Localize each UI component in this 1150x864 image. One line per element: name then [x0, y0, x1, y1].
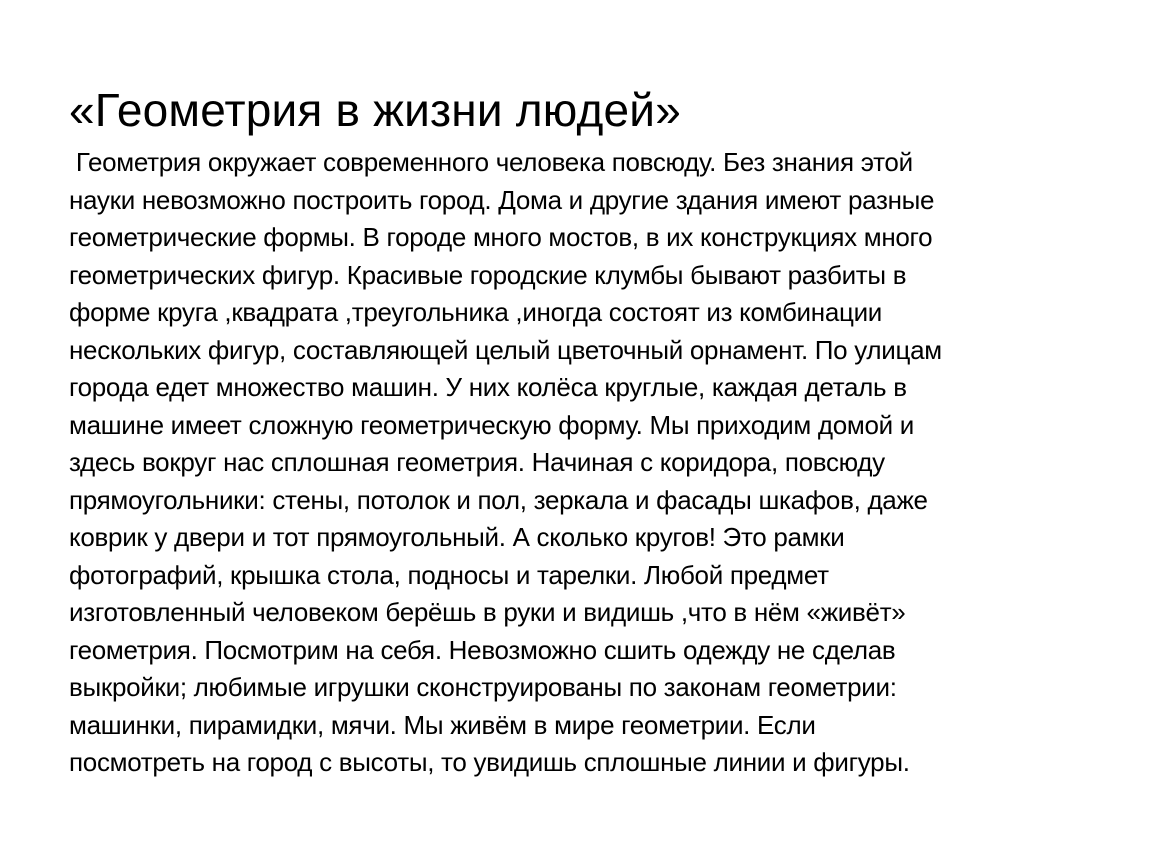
body-line: форме круга ,квадрата ,треугольника ,иногда состоят из комбинации [69, 297, 883, 327]
body-line: науки невозможно построить город. Дома и другие здания имеют разные [69, 184, 935, 215]
body-line: здесь вокруг нас сплошная геометрия. Начиная с коридора, повсюду [69, 447, 885, 477]
slide-title: «Геометрия в жизни людей» [69, 84, 681, 136]
body-line: геометрия. Посмотрим на себя. Невозможно сшить одежду не сделав [69, 634, 896, 665]
body-line: машинки, пирамидки, мячи. Мы живём в мире геометрии. Если [69, 709, 816, 740]
body-line: коврик у двери и тот прямоугольный. А сколько кругов! Это рамки [69, 522, 845, 552]
body-line: прямоугольники: стены, потолок и пол, зеркала и фасады шкафов, даже [69, 484, 928, 515]
body-line: Геометрия окружает современного человека повсюду. Без знания этой [69, 147, 913, 177]
body-line: посмотреть на город с высоты, то увидишь сплошные линии и фигуры. [69, 747, 910, 777]
slide-body-text [69, 144, 1099, 782]
body-line: фотографий, крышка стола, подносы и тарелки. Любой предмет [69, 559, 829, 590]
body-line: геометрических фигур. Красивые городские клумбы бывают разбиты в [69, 259, 907, 290]
body-line: геометрические формы. В городе много мостов, в их конструкциях много [69, 222, 933, 252]
body-line: изготовленный человеком берёшь в руки и видишь ,что в нём «живёт» [69, 597, 906, 627]
body-line: машине имеет сложную геометрическую форму. Мы приходим домой и [69, 409, 915, 440]
body-line: города едет множество машин. У них колёса круглые, каждая деталь в [69, 372, 907, 402]
body-line: нескольких фигур, составляющей целый цветочный орнамент. По улицам [69, 334, 942, 365]
body-line: выкройки; любимые игрушки сконструированы по законам геометрии: [69, 672, 897, 702]
